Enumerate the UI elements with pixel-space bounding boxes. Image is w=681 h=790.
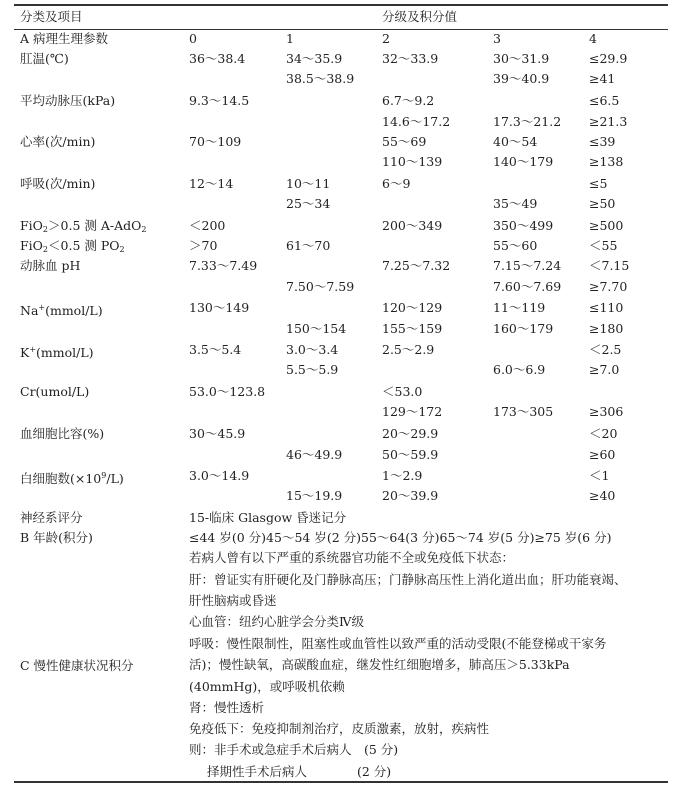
cell-r7-l1-g4: ＜7.15 [589,258,630,273]
label-superscript: 9 [101,471,107,480]
cell-r1-l1-g3: 30～31.9 [493,51,550,66]
cell-r1-l2-g4: ≥41 [589,71,616,86]
grade-3: 3 [493,31,501,46]
cell-r7-l1-g0: 7.33～7.49 [189,258,258,273]
cell-r11-l1-g0: 30～45.9 [189,426,246,441]
grade-0: 0 [189,31,197,46]
cell-r4-l1-g2: 6～9 [382,176,411,191]
neuro-value: 15-临床 Glasgow 昏迷记分 [189,510,347,525]
cell-r4-l2-g4: ≥50 [589,196,616,211]
cell-r3-l1-g3: 40～54 [493,134,538,149]
label-superscript: + [38,303,46,312]
param-label [20,300,103,319]
cell-r10-l1-g0: 53.0～123.8 [189,384,266,399]
label-part: FiO [20,238,43,253]
label-part: (mmol/L) [45,303,103,318]
cell-r5-l1-g0: ＜200 [189,218,226,233]
cell-r1-l1-g0: 36～38.4 [189,51,246,66]
grade-1: 1 [286,31,294,46]
param-label: 血细胞比容(%) [20,426,105,441]
label-superscript: + [29,345,37,354]
cell-r1-l1-g1: 34～35.9 [286,51,343,66]
cell-r12-l2-g1: 15～19.9 [286,488,343,503]
label-subscript: 2 [141,225,147,234]
cell-r3-l2-g4: ≥138 [589,154,624,169]
cell-r11-l2-g2: 50～59.9 [382,447,439,462]
chronic-line: 活)；慢性缺氧，高碳酸血症，继发性红细胞增多，肺高压＞5.33kPa [189,657,570,672]
param-label: 心率(次/min) [20,134,96,149]
label-part: K [20,345,30,360]
cell-r8-l1-g0: 130～149 [189,300,250,315]
cell-r11-l2-g1: 46～49.9 [286,447,343,462]
cell-r2-l2-g4: ≥21.3 [589,114,628,129]
label-part: ＞0.5 测 A-AdO [48,218,142,233]
cell-r1-l2-g1: 38.5～38.9 [286,71,355,86]
cell-r10-l2-g3: 173～305 [493,404,554,419]
cell-r12-l1-g0: 3.0～14.9 [189,468,250,483]
label-part: FiO [20,218,43,233]
cell-r4-l2-g3: 35～49 [493,196,538,211]
cell-r11-l2-g4: ≥60 [589,447,616,462]
param-label [20,218,146,238]
header-grading: 分级及积分值 [382,9,458,24]
chronic-line: 肾：慢性透析 [189,700,265,715]
chronic-line: 肝：曾证实有肝硬化及门静脉高压；门静脉高压性上消化道出血；肝功能衰竭、 [189,572,627,587]
cell-r3-l1-g2: 55～69 [382,134,427,149]
cell-r8-l1-g3: 11～119 [493,300,546,315]
cell-r6-l1-g0: ＞70 [189,238,218,253]
cell-r6-l1-g1: 61～70 [286,238,331,253]
grade-2: 2 [382,31,390,46]
cell-r7-l2-g4: ≥7.70 [589,279,628,294]
cell-r9-l2-g3: 6.0～6.9 [493,362,546,377]
cell-r11-l1-g2: 20～29.9 [382,426,439,441]
cell-r9-l2-g1: 5.5～5.9 [286,362,339,377]
header-category: 分类及项目 [20,9,83,24]
cell-r2-l1-g4: ≤6.5 [589,93,620,108]
cell-r8-l2-g2: 155～159 [382,321,443,336]
cell-r4-l2-g1: 25～34 [286,196,331,211]
cell-r1-l1-g4: ≤29.9 [589,51,628,66]
neuro-label: 神经系评分 [20,510,83,525]
cell-r1-l2-g3: 39～40.9 [493,71,550,86]
section-b-value: ≤44 岁(0 分)45～54 岁(2 分)55～64(3 分)65～74 岁(5 分)≥75 岁(6 分) [189,530,612,545]
chronic-line: 呼吸：慢性限制性，阻塞性或血管性以致严重的活动受限(不能登梯或干家务 [189,636,607,651]
label-subscript: 2 [119,245,125,254]
cell-r2-l2-g3: 17.3～21.2 [493,114,562,129]
cell-r6-l1-g4: ＜55 [589,238,618,253]
cell-r5-l1-g2: 200～349 [382,218,443,233]
chronic-line: 择期性手术后病人 (2 分) [207,764,392,779]
cell-r9-l1-g2: 2.5～2.9 [382,342,435,357]
cell-r7-l2-g3: 7.60～7.69 [493,279,562,294]
label-part: 白细胞数(×10 [20,471,102,486]
top-rule [14,4,668,6]
cell-r9-l2-g4: ≥7.0 [589,362,620,377]
param-label: 动脉血 pH [20,258,81,273]
cell-r8-l1-g2: 120～129 [382,300,443,315]
cell-r7-l2-g1: 7.50～7.59 [286,279,355,294]
label-subscript: 2 [42,225,49,234]
cell-r12-l2-g4: ≥40 [589,488,616,503]
param-label: 肛温(℃) [20,51,69,66]
cell-r7-l1-g2: 7.25～7.32 [382,258,451,273]
cell-r7-l1-g3: 7.15～7.24 [493,258,562,273]
cell-r4-l1-g0: 12～14 [189,176,234,191]
cell-r12-l2-g2: 20～39.9 [382,488,439,503]
cell-r6-l1-g3: 55～60 [493,238,538,253]
param-label: Cr(umol/L) [20,384,90,399]
cell-r4-l1-g4: ≤5 [589,176,608,191]
cell-r8-l1-g4: ≤110 [589,300,624,315]
cell-r8-l2-g4: ≥180 [589,321,624,336]
section-b-label: B 年龄(积分) [20,530,93,545]
cell-r3-l1-g0: 70～109 [189,134,242,149]
cell-r8-l2-g3: 160～179 [493,321,554,336]
cell-r2-l1-g2: 6.7～9.2 [382,93,435,108]
param-label [20,238,125,258]
param-label: 呼吸(次/min) [20,176,96,191]
cell-r2-l1-g0: 9.3～14.5 [189,93,250,108]
section-a-label: A 病理生理参数 [20,31,109,46]
label-part: Na [20,303,39,318]
header-rule [14,29,668,30]
cell-r9-l1-g1: 3.0～3.4 [286,342,339,357]
param-label [20,468,124,487]
cell-r12-l1-g2: 1～2.9 [382,468,423,483]
label-part: /L) [106,471,124,486]
cell-r3-l1-g4: ≤39 [589,134,616,149]
cell-r10-l2-g4: ≥306 [589,404,624,419]
cell-r9-l1-g4: ＜2.5 [589,342,622,357]
chronic-line: (40mmHg)，或呼吸机依赖 [189,679,345,694]
section-c-label: C 慢性健康状况积分 [20,658,134,673]
param-label [20,342,94,361]
bottom-rule [14,781,668,783]
cell-r2-l2-g2: 14.6～17.2 [382,114,451,129]
cell-r3-l2-g3: 140～179 [493,154,554,169]
cell-r9-l1-g0: 3.5～5.4 [189,342,242,357]
cell-r5-l1-g4: ≥500 [589,218,624,233]
grade-4: 4 [589,31,597,46]
chronic-line: 若病人曾有以下严重的系统器官功能不全或免疫低下状态： [189,550,515,565]
chronic-line: 则：非手术或急症手术后病人 (5 分) [189,742,399,757]
chronic-line: 肝性脑病或昏迷 [189,593,277,608]
label-subscript: 2 [42,245,49,254]
cell-r12-l1-g4: ＜1 [589,468,610,483]
cell-r11-l1-g4: ＜20 [589,426,618,441]
cell-r4-l1-g1: 10～11 [286,176,331,191]
cell-r1-l1-g2: 32～33.9 [382,51,439,66]
chronic-line: 免疫低下：免疫抑制剂治疗，皮质激素，放射，疾病性 [189,721,490,736]
cell-r10-l1-g2: ＜53.0 [382,384,423,399]
chronic-line: 心血管：纽约心脏学会分类Ⅳ级 [189,614,364,629]
cell-r8-l2-g1: 150～154 [286,321,347,336]
param-label: 平均动脉压(kPa) [20,93,116,108]
label-part: ＜0.5 测 PO [48,238,120,253]
cell-r10-l2-g2: 129～172 [382,404,443,419]
cell-r5-l1-g3: 350～499 [493,218,554,233]
cell-r3-l2-g2: 110～139 [382,154,443,169]
label-part: (mmol/L) [36,345,94,360]
